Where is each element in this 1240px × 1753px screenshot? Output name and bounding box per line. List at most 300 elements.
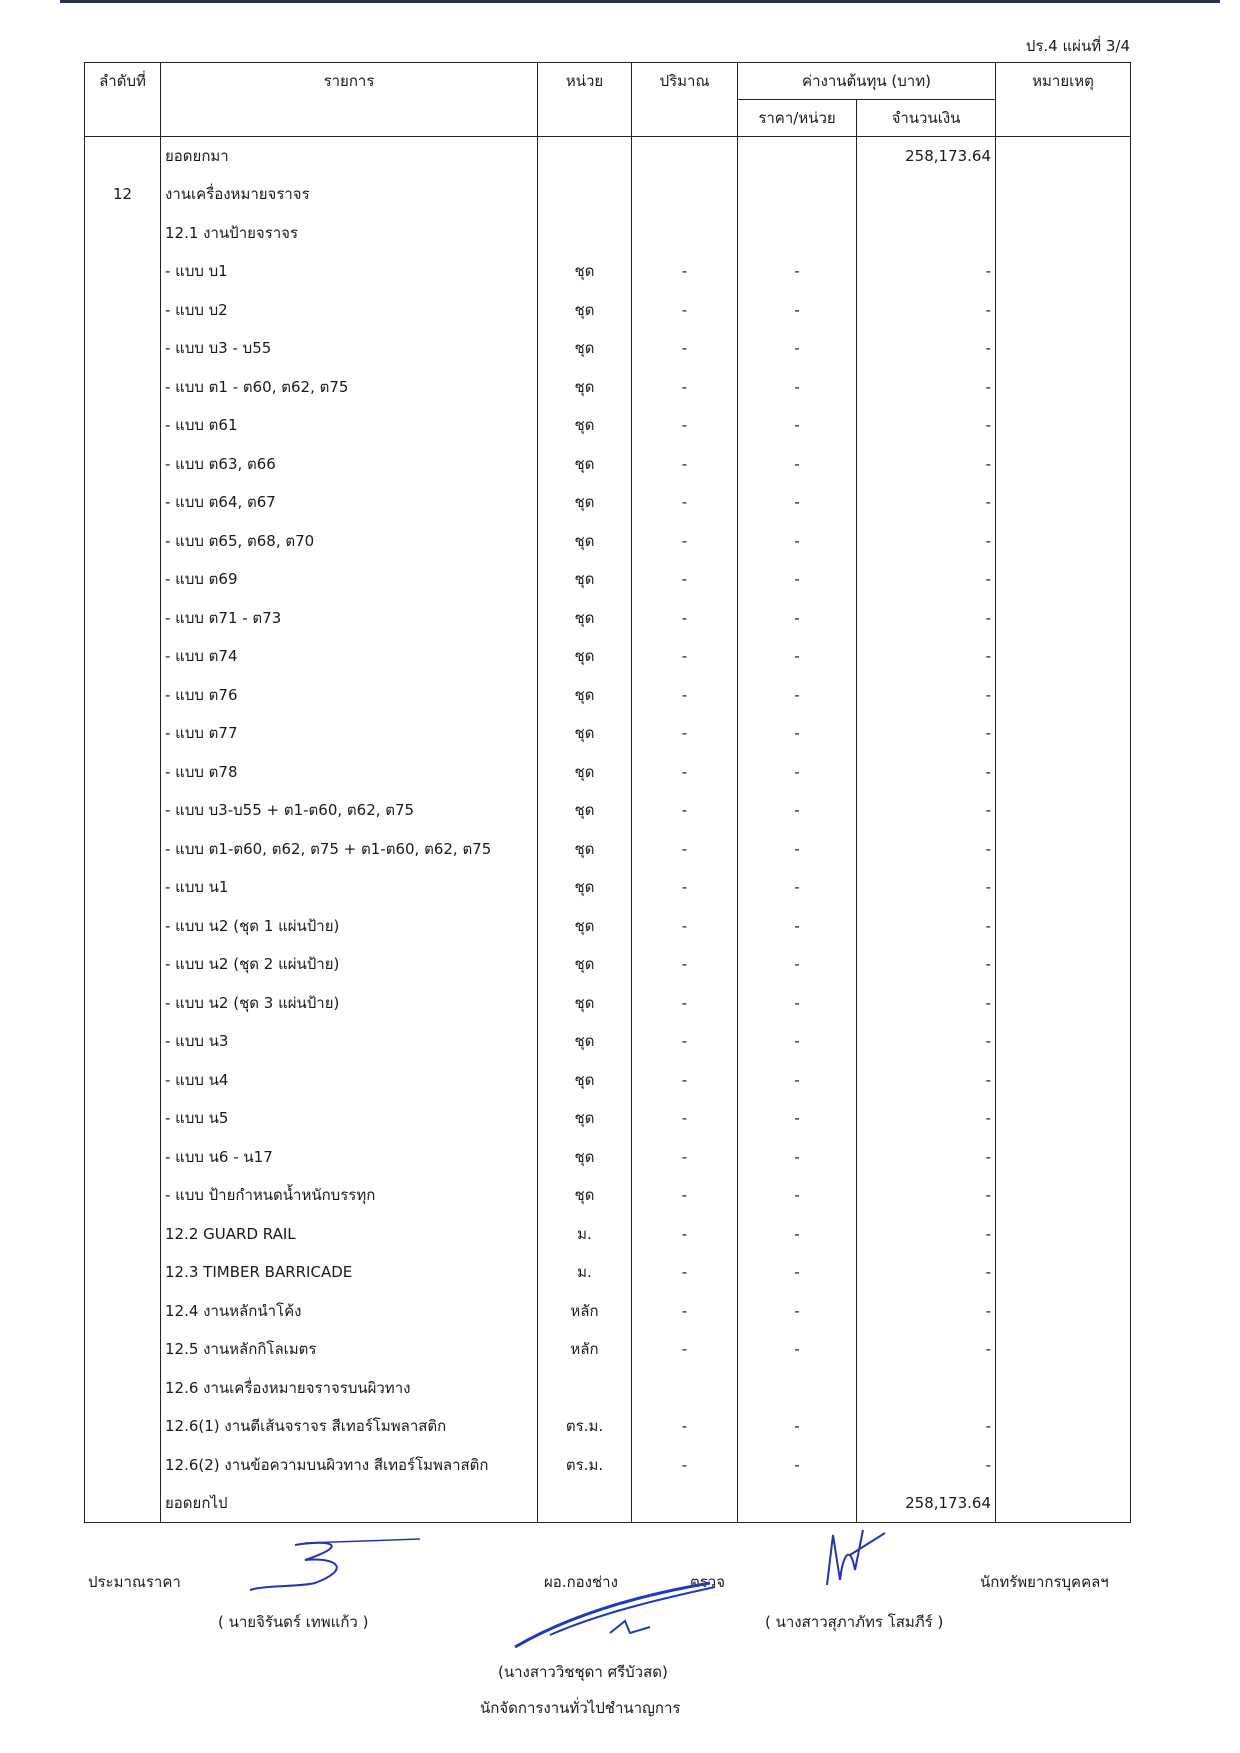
row-item: - แบบ น1: [161, 868, 538, 907]
row-remark: [996, 1099, 1131, 1138]
row-qty: [632, 175, 738, 214]
row-qty: [632, 1484, 738, 1523]
row-unit-price: -: [738, 483, 857, 522]
row-no: [85, 1446, 161, 1485]
row-amount: -: [857, 522, 996, 561]
row-amount: [857, 175, 996, 214]
row-no: [85, 214, 161, 253]
header-remark: หมายเหตุ: [996, 63, 1131, 137]
row-no: 12: [85, 175, 161, 214]
row-unit-price: -: [738, 1022, 857, 1061]
table-row: [85, 984, 1131, 1023]
row-no: [85, 252, 161, 291]
row-item: - แบบ ต1-ต60, ต62, ต75 + ต1-ต60, ต62, ต75: [161, 830, 538, 869]
row-no: [85, 791, 161, 830]
row-amount: -: [857, 1330, 996, 1369]
row-item: งานเครื่องหมายจราจร: [161, 175, 538, 214]
row-amount: -: [857, 406, 996, 445]
header-qty: ปริมาณ: [632, 63, 738, 137]
row-amount: -: [857, 483, 996, 522]
row-remark: [996, 637, 1131, 676]
row-amount: -: [857, 1215, 996, 1254]
row-no: [85, 1215, 161, 1254]
row-unit: ชุด: [538, 1061, 632, 1100]
row-item: - แบบ ต78: [161, 753, 538, 792]
row-amount: -: [857, 368, 996, 407]
row-no: [85, 291, 161, 330]
row-amount: -: [857, 560, 996, 599]
row-amount: -: [857, 984, 996, 1023]
row-unit: ชุด: [538, 329, 632, 368]
row-unit-price: -: [738, 753, 857, 792]
row-unit: ชุด: [538, 868, 632, 907]
row-no: [85, 1022, 161, 1061]
row-no: [85, 1292, 161, 1331]
row-unit-price: -: [738, 714, 857, 753]
row-amount: -: [857, 791, 996, 830]
row-unit: ชุด: [538, 637, 632, 676]
row-remark: [996, 406, 1131, 445]
row-qty: -: [632, 830, 738, 869]
row-unit: ชุด: [538, 753, 632, 792]
row-unit-price: -: [738, 945, 857, 984]
row-remark: [996, 1407, 1131, 1446]
row-unit: ชุด: [538, 483, 632, 522]
row-unit: ชุด: [538, 907, 632, 946]
row-no: [85, 714, 161, 753]
table-row: [85, 483, 1131, 522]
row-remark: [996, 445, 1131, 484]
row-item: 12.3 TIMBER BARRICADE: [161, 1253, 538, 1292]
row-remark: [996, 483, 1131, 522]
row-remark: [996, 291, 1131, 330]
row-unit: [538, 214, 632, 253]
row-unit: ชุด: [538, 522, 632, 561]
row-amount: -: [857, 1138, 996, 1177]
row-remark: [996, 599, 1131, 638]
row-no: [85, 1369, 161, 1408]
table-row: [85, 1292, 1131, 1331]
table-row: [85, 1407, 1131, 1446]
header-amount: จำนวนเงิน: [857, 100, 996, 137]
row-unit-price: -: [738, 907, 857, 946]
row-no: [85, 907, 161, 946]
row-remark: [996, 329, 1131, 368]
row-amount: -: [857, 676, 996, 715]
row-remark: [996, 753, 1131, 792]
row-item: 12.6(2) งานข้อความบนผิวทาง สีเทอร์โมพลาสติก: [161, 1446, 538, 1485]
row-unit-price: [738, 1484, 857, 1523]
row-qty: -: [632, 1407, 738, 1446]
row-unit-price: -: [738, 291, 857, 330]
row-unit: [538, 137, 632, 176]
row-qty: -: [632, 1138, 738, 1177]
row-unit: [538, 1369, 632, 1408]
row-item: - แบบ ต69: [161, 560, 538, 599]
approver-name: (นางสาววิชชุดา ศรีบัวสด): [498, 1663, 668, 1681]
row-unit: [538, 175, 632, 214]
row-qty: -: [632, 1253, 738, 1292]
row-remark: [996, 1484, 1131, 1523]
row-amount: -: [857, 1176, 996, 1215]
row-unit: หลัก: [538, 1292, 632, 1331]
cost-estimate-table: [84, 62, 1131, 1523]
row-unit-price: [738, 137, 857, 176]
row-unit-price: -: [738, 599, 857, 638]
row-remark: [996, 676, 1131, 715]
row-qty: -: [632, 714, 738, 753]
check-label: ตรวจ: [690, 1573, 726, 1591]
row-no: [85, 1253, 161, 1292]
row-qty: -: [632, 1022, 738, 1061]
row-qty: -: [632, 791, 738, 830]
row-unit-price: -: [738, 445, 857, 484]
table-row: [85, 137, 1131, 176]
row-qty: -: [632, 945, 738, 984]
row-qty: [632, 137, 738, 176]
table-row: [85, 1253, 1131, 1292]
row-qty: -: [632, 483, 738, 522]
row-remark: [996, 1292, 1131, 1331]
row-unit-price: [738, 175, 857, 214]
table-row: [85, 753, 1131, 792]
row-remark: [996, 791, 1131, 830]
checker-name: ( นางสาวสุภาภัทร โสมภีร์ ): [765, 1613, 944, 1631]
row-unit-price: -: [738, 368, 857, 407]
row-no: [85, 676, 161, 715]
table-body: [85, 137, 1131, 1523]
header-cost-group: ค่างานต้นทุน (บาท): [738, 63, 996, 100]
row-item: - แบบ น6 - น17: [161, 1138, 538, 1177]
row-amount: -: [857, 714, 996, 753]
row-remark: [996, 368, 1131, 407]
row-item: - แบบ ต65, ต68, ต70: [161, 522, 538, 561]
row-no: [85, 445, 161, 484]
row-remark: [996, 1369, 1131, 1408]
row-qty: -: [632, 753, 738, 792]
approver-title: นักจัดการงานทั่วไปชำนาญการ: [480, 1699, 681, 1717]
row-unit-price: -: [738, 1330, 857, 1369]
row-item: 12.6(1) งานตีเส้นจราจร สีเทอร์โมพลาสติก: [161, 1407, 538, 1446]
row-remark: [996, 214, 1131, 253]
row-qty: -: [632, 522, 738, 561]
row-amount: -: [857, 753, 996, 792]
table-row: [85, 368, 1131, 407]
row-unit-price: -: [738, 676, 857, 715]
row-unit: ชุด: [538, 291, 632, 330]
row-qty: -: [632, 676, 738, 715]
row-amount: -: [857, 637, 996, 676]
row-qty: -: [632, 868, 738, 907]
header-item: รายการ: [161, 63, 538, 137]
row-item: 12.1 งานป้ายจราจร: [161, 214, 538, 253]
row-no: [85, 945, 161, 984]
table-row: [85, 329, 1131, 368]
row-unit: ตร.ม.: [538, 1446, 632, 1485]
table-row: [85, 599, 1131, 638]
row-amount: -: [857, 291, 996, 330]
row-amount: -: [857, 868, 996, 907]
row-unit-price: -: [738, 1138, 857, 1177]
row-qty: -: [632, 984, 738, 1023]
row-unit: ชุด: [538, 445, 632, 484]
row-no: [85, 1330, 161, 1369]
row-remark: [996, 175, 1131, 214]
row-unit-price: -: [738, 252, 857, 291]
row-qty: -: [632, 637, 738, 676]
table-row: [85, 676, 1131, 715]
row-unit-price: -: [738, 1253, 857, 1292]
row-unit: ชุด: [538, 1022, 632, 1061]
row-amount: 258,173.64: [857, 137, 996, 176]
row-remark: [996, 1176, 1131, 1215]
row-remark: [996, 907, 1131, 946]
row-amount: -: [857, 907, 996, 946]
row-unit-price: -: [738, 1407, 857, 1446]
checker-signature: [815, 1525, 895, 1590]
row-unit: ชุด: [538, 791, 632, 830]
table-row: [85, 1099, 1131, 1138]
row-unit: หลัก: [538, 1330, 632, 1369]
row-no: [85, 1484, 161, 1523]
row-remark: [996, 1215, 1131, 1254]
row-remark: [996, 1138, 1131, 1177]
row-remark: [996, 1446, 1131, 1485]
row-unit-price: -: [738, 406, 857, 445]
table-row: [85, 1022, 1131, 1061]
row-item: - แบบ ต74: [161, 637, 538, 676]
row-unit: ชุด: [538, 560, 632, 599]
hr-label: นักทรัพยากรบุคคลฯ: [980, 1573, 1109, 1591]
row-no: [85, 522, 161, 561]
row-item: - แบบ ต61: [161, 406, 538, 445]
row-unit: ชุด: [538, 830, 632, 869]
row-item: - แบบ บ3-บ55 + ต1-ต60, ต62, ต75: [161, 791, 538, 830]
table-row: [85, 907, 1131, 946]
row-amount: -: [857, 1022, 996, 1061]
row-unit-price: -: [738, 637, 857, 676]
row-no: [85, 868, 161, 907]
table-row: [85, 175, 1131, 214]
row-item: - แบบ ป้ายกำหนดน้ำหนักบรรทุก: [161, 1176, 538, 1215]
row-remark: [996, 137, 1131, 176]
row-unit: [538, 1484, 632, 1523]
table-row: [85, 1176, 1131, 1215]
scan-top-edge: [60, 0, 1220, 3]
row-qty: [632, 214, 738, 253]
row-no: [85, 406, 161, 445]
approver-signature: [510, 1575, 720, 1655]
row-item: - แบบ บ1: [161, 252, 538, 291]
row-no: [85, 1099, 161, 1138]
row-unit-price: [738, 214, 857, 253]
table-row: [85, 560, 1131, 599]
row-amount: [857, 1369, 996, 1408]
table-row: [85, 1369, 1131, 1408]
row-remark: [996, 868, 1131, 907]
row-amount: -: [857, 1407, 996, 1446]
row-item: - แบบ น2 (ชุด 1 แผ่นป้าย): [161, 907, 538, 946]
header-unit-price: ราคา/หน่วย: [738, 100, 857, 137]
row-amount: -: [857, 1099, 996, 1138]
row-unit-price: -: [738, 1099, 857, 1138]
row-item: - แบบ ต76: [161, 676, 538, 715]
row-remark: [996, 830, 1131, 869]
table-row: [85, 1446, 1131, 1485]
row-unit-price: -: [738, 868, 857, 907]
row-amount: [857, 214, 996, 253]
row-unit-price: [738, 1369, 857, 1408]
row-amount: -: [857, 329, 996, 368]
row-remark: [996, 1253, 1131, 1292]
row-remark: [996, 945, 1131, 984]
table-row: [85, 1484, 1131, 1523]
row-unit-price: -: [738, 830, 857, 869]
row-amount: -: [857, 1446, 996, 1485]
row-unit: ชุด: [538, 252, 632, 291]
row-qty: [632, 1369, 738, 1408]
estimator-label: ประมาณราคา: [88, 1573, 181, 1591]
row-amount: -: [857, 1253, 996, 1292]
row-unit: ชุด: [538, 945, 632, 984]
table-row: [85, 1138, 1131, 1177]
row-qty: -: [632, 1330, 738, 1369]
table-row: [85, 714, 1131, 753]
row-item: - แบบ ต63, ต66: [161, 445, 538, 484]
row-remark: [996, 560, 1131, 599]
row-qty: -: [632, 1099, 738, 1138]
row-qty: -: [632, 1446, 738, 1485]
table-row: [85, 522, 1131, 561]
table-row: [85, 945, 1131, 984]
row-no: [85, 1176, 161, 1215]
row-qty: -: [632, 252, 738, 291]
row-no: [85, 137, 161, 176]
row-no: [85, 830, 161, 869]
row-unit-price: -: [738, 522, 857, 561]
row-qty: -: [632, 291, 738, 330]
row-item: - แบบ ต1 - ต60, ต62, ต75: [161, 368, 538, 407]
row-remark: [996, 984, 1131, 1023]
row-amount: -: [857, 252, 996, 291]
row-unit: ชุด: [538, 368, 632, 407]
row-no: [85, 560, 161, 599]
row-unit-price: -: [738, 1215, 857, 1254]
row-no: [85, 1061, 161, 1100]
row-no: [85, 368, 161, 407]
row-unit-price: -: [738, 560, 857, 599]
row-no: [85, 1407, 161, 1446]
row-item: 12.5 งานหลักกิโลเมตร: [161, 1330, 538, 1369]
row-qty: -: [632, 329, 738, 368]
header-unit: หน่วย: [538, 63, 632, 137]
row-unit: ชุด: [538, 676, 632, 715]
row-item: - แบบ น5: [161, 1099, 538, 1138]
row-amount: -: [857, 1292, 996, 1331]
table-row: [85, 1215, 1131, 1254]
row-qty: -: [632, 1292, 738, 1331]
row-item: 12.4 งานหลักนำโค้ง: [161, 1292, 538, 1331]
row-unit: ตร.ม.: [538, 1407, 632, 1446]
head-label: ผอ.กองช่าง: [544, 1573, 618, 1591]
row-item: - แบบ น2 (ชุด 2 แผ่นป้าย): [161, 945, 538, 984]
row-unit: ชุด: [538, 406, 632, 445]
form-code: ปร.4 แผ่นที่ 3/4: [1025, 37, 1130, 55]
table-row: [85, 830, 1131, 869]
row-item: - แบบ ต64, ต67: [161, 483, 538, 522]
table-row: [85, 637, 1131, 676]
row-amount: -: [857, 945, 996, 984]
row-item: - แบบ น2 (ชุด 3 แผ่นป้าย): [161, 984, 538, 1023]
row-unit: ม.: [538, 1215, 632, 1254]
table-row: [85, 406, 1131, 445]
row-unit-price: -: [738, 1446, 857, 1485]
row-qty: -: [632, 1061, 738, 1100]
row-unit: ม.: [538, 1253, 632, 1292]
row-item: 12.6 งานเครื่องหมายจราจรบนผิวทาง: [161, 1369, 538, 1408]
row-qty: -: [632, 560, 738, 599]
row-unit-price: -: [738, 1292, 857, 1331]
row-no: [85, 599, 161, 638]
row-amount: -: [857, 830, 996, 869]
row-unit: ชุด: [538, 1176, 632, 1215]
row-qty: -: [632, 406, 738, 445]
row-qty: -: [632, 907, 738, 946]
table-row: [85, 1330, 1131, 1369]
row-unit-price: -: [738, 1061, 857, 1100]
row-item: - แบบ บ3 - บ55: [161, 329, 538, 368]
header-no: ลำดับที่: [85, 63, 161, 137]
row-remark: [996, 1061, 1131, 1100]
row-item: ยอดยกไป: [161, 1484, 538, 1523]
row-no: [85, 753, 161, 792]
row-no: [85, 483, 161, 522]
row-no: [85, 984, 161, 1023]
row-unit-price: -: [738, 329, 857, 368]
row-no: [85, 1138, 161, 1177]
row-unit: ชุด: [538, 1099, 632, 1138]
row-item: ยอดยกมา: [161, 137, 538, 176]
row-unit: ชุด: [538, 1138, 632, 1177]
row-remark: [996, 1330, 1131, 1369]
row-item: 12.2 GUARD RAIL: [161, 1215, 538, 1254]
row-no: [85, 329, 161, 368]
row-qty: -: [632, 1176, 738, 1215]
row-unit: ชุด: [538, 714, 632, 753]
table-row: [85, 1061, 1131, 1100]
row-unit-price: -: [738, 791, 857, 830]
row-amount: -: [857, 599, 996, 638]
table-row: [85, 791, 1131, 830]
row-remark: [996, 1022, 1131, 1061]
row-qty: -: [632, 1215, 738, 1254]
estimator-signature: [245, 1535, 425, 1605]
row-remark: [996, 714, 1131, 753]
row-item: - แบบ น4: [161, 1061, 538, 1100]
row-remark: [996, 522, 1131, 561]
row-amount: -: [857, 1061, 996, 1100]
row-unit: ชุด: [538, 984, 632, 1023]
table-row: [85, 868, 1131, 907]
row-unit-price: -: [738, 984, 857, 1023]
table-row: [85, 291, 1131, 330]
row-unit: ชุด: [538, 599, 632, 638]
row-item: - แบบ ต77: [161, 714, 538, 753]
row-item: - แบบ ต71 - ต73: [161, 599, 538, 638]
row-qty: -: [632, 368, 738, 407]
table-row: [85, 445, 1131, 484]
row-qty: -: [632, 599, 738, 638]
